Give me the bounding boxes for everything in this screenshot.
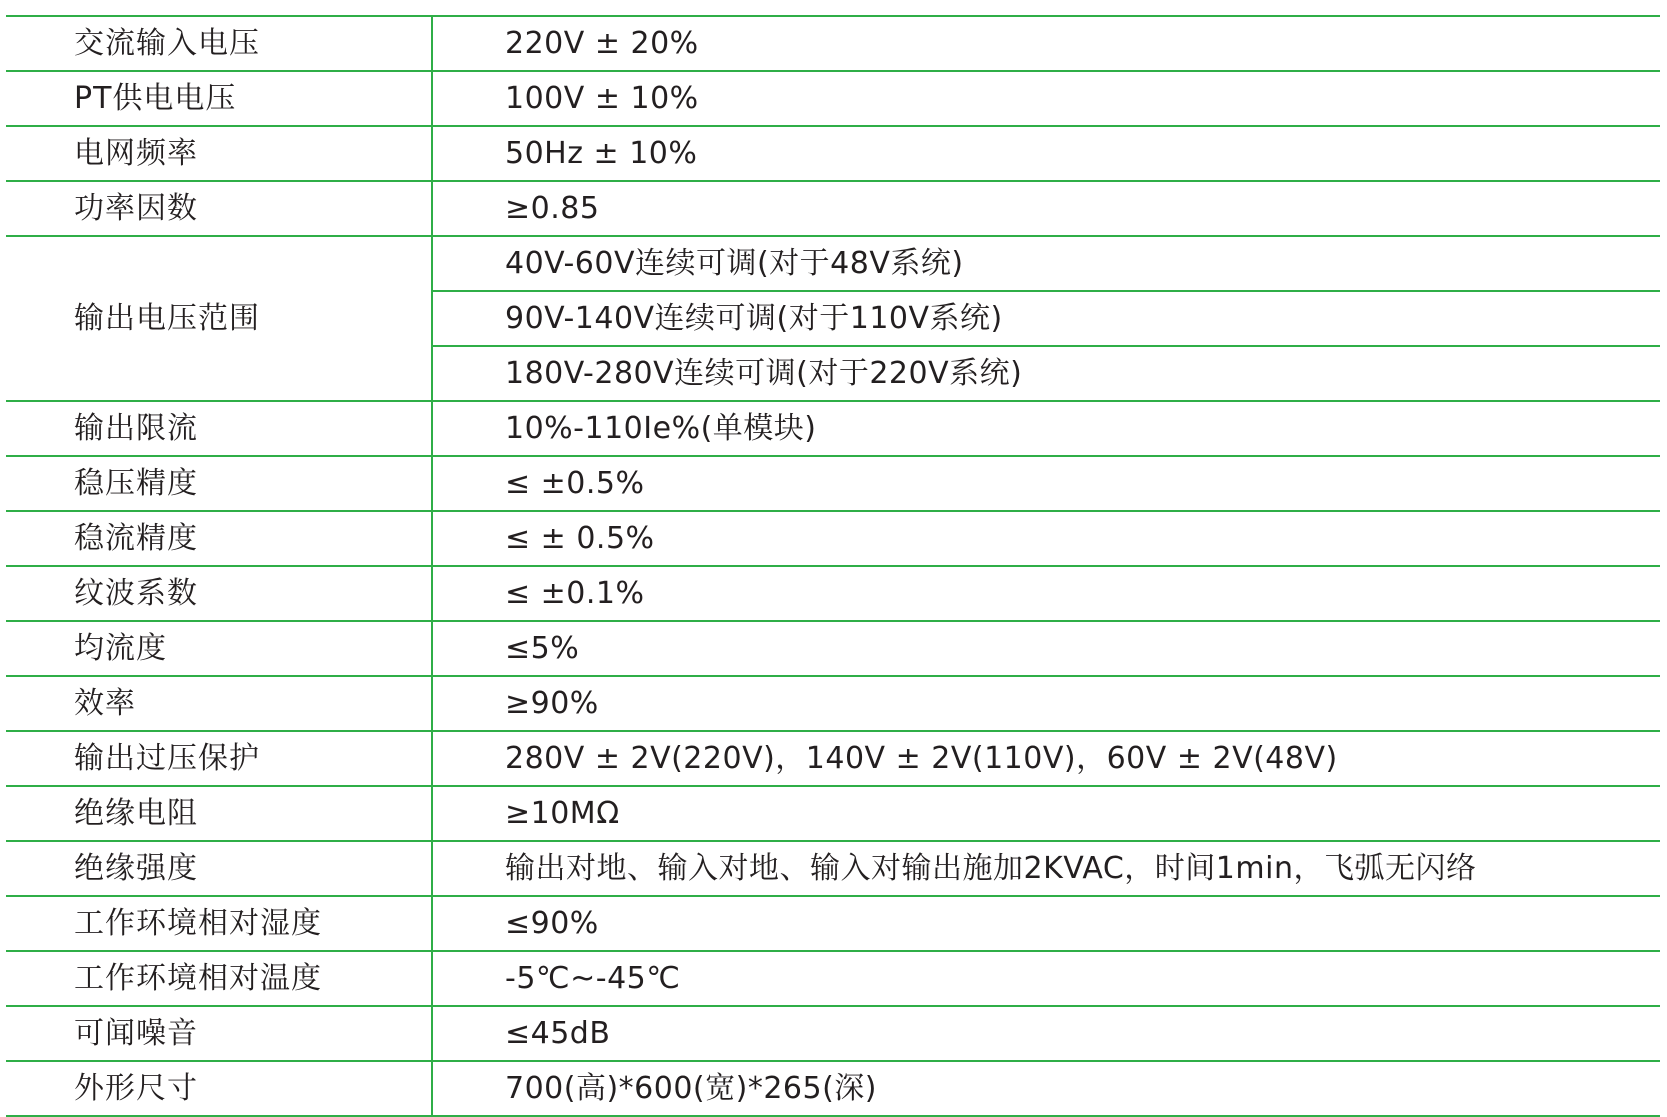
table-row [6,126,1660,181]
spec-name: 工作环境相对湿度 [6,896,432,951]
table-row [6,236,1660,291]
table-row [6,841,1660,896]
spec-table-body [6,16,1660,1116]
table-row [6,401,1660,456]
spec-value: ≤ ±0.1% [432,566,1660,621]
table-row [6,181,1660,236]
spec-value: ≤45dB [432,1006,1660,1061]
spec-name: 输出限流 [6,401,432,456]
spec-value: ≤90% [432,896,1660,951]
spec-name: 功率因数 [6,181,432,236]
spec-name: 纹波系数 [6,566,432,621]
table-row [6,786,1660,841]
table-row [6,16,1660,71]
spec-name: 输出电压范围 [6,236,432,401]
table-row [6,1006,1660,1061]
spec-value: 100V ± 10% [432,71,1660,126]
spec-value: ≥10MΩ [432,786,1660,841]
spec-value: ≤ ±0.5% [432,456,1660,511]
spec-name: 均流度 [6,621,432,676]
spec-name: 绝缘强度 [6,841,432,896]
spec-value: 10%-110Ie%(单模块) [432,401,1660,456]
spec-value: 700(高)*600(宽)*265(深) [432,1061,1660,1116]
table-row [6,1061,1660,1116]
spec-name: 电网频率 [6,126,432,181]
spec-name: 交流输入电压 [6,16,432,71]
spec-value: ≤5% [432,621,1660,676]
spec-name: 效率 [6,676,432,731]
table-row [6,71,1660,126]
spec-value: 50Hz ± 10% [432,126,1660,181]
spec-name: 稳流精度 [6,511,432,566]
table-row [6,896,1660,951]
table-row [6,951,1660,1006]
table-row [6,676,1660,731]
spec-name: PT供电电压 [6,71,432,126]
spec-name: 绝缘电阻 [6,786,432,841]
table-row [6,621,1660,676]
spec-value: 220V ± 20% [432,16,1660,71]
spec-value: ≤ ± 0.5% [432,511,1660,566]
table-row [6,566,1660,621]
spec-name: 稳压精度 [6,456,432,511]
spec-value: 输出对地、输入对地、输入对输出施加2KVAC，时间1min，飞弧无闪络 [432,841,1660,896]
spec-table [6,15,1660,1117]
spec-name: 可闻噪音 [6,1006,432,1061]
spec-value: ≥0.85 [432,181,1660,236]
table-row [6,511,1660,566]
spec-name: 外形尺寸 [6,1061,432,1116]
spec-value: 90V-140V连续可调(对于110V系统) [432,291,1660,346]
spec-value: 40V-60V连续可调(对于48V系统) [432,236,1660,291]
table-row [6,456,1660,511]
spec-value: -5℃~-45℃ [432,951,1660,1006]
spec-value: 280V ± 2V(220V)，140V ± 2V(110V)，60V ± 2V(48V) [432,731,1660,786]
table-row [6,731,1660,786]
spec-name: 输出过压保护 [6,731,432,786]
spec-value: ≥90% [432,676,1660,731]
spec-value: 180V-280V连续可调(对于220V系统) [432,346,1660,401]
spec-name: 工作环境相对温度 [6,951,432,1006]
